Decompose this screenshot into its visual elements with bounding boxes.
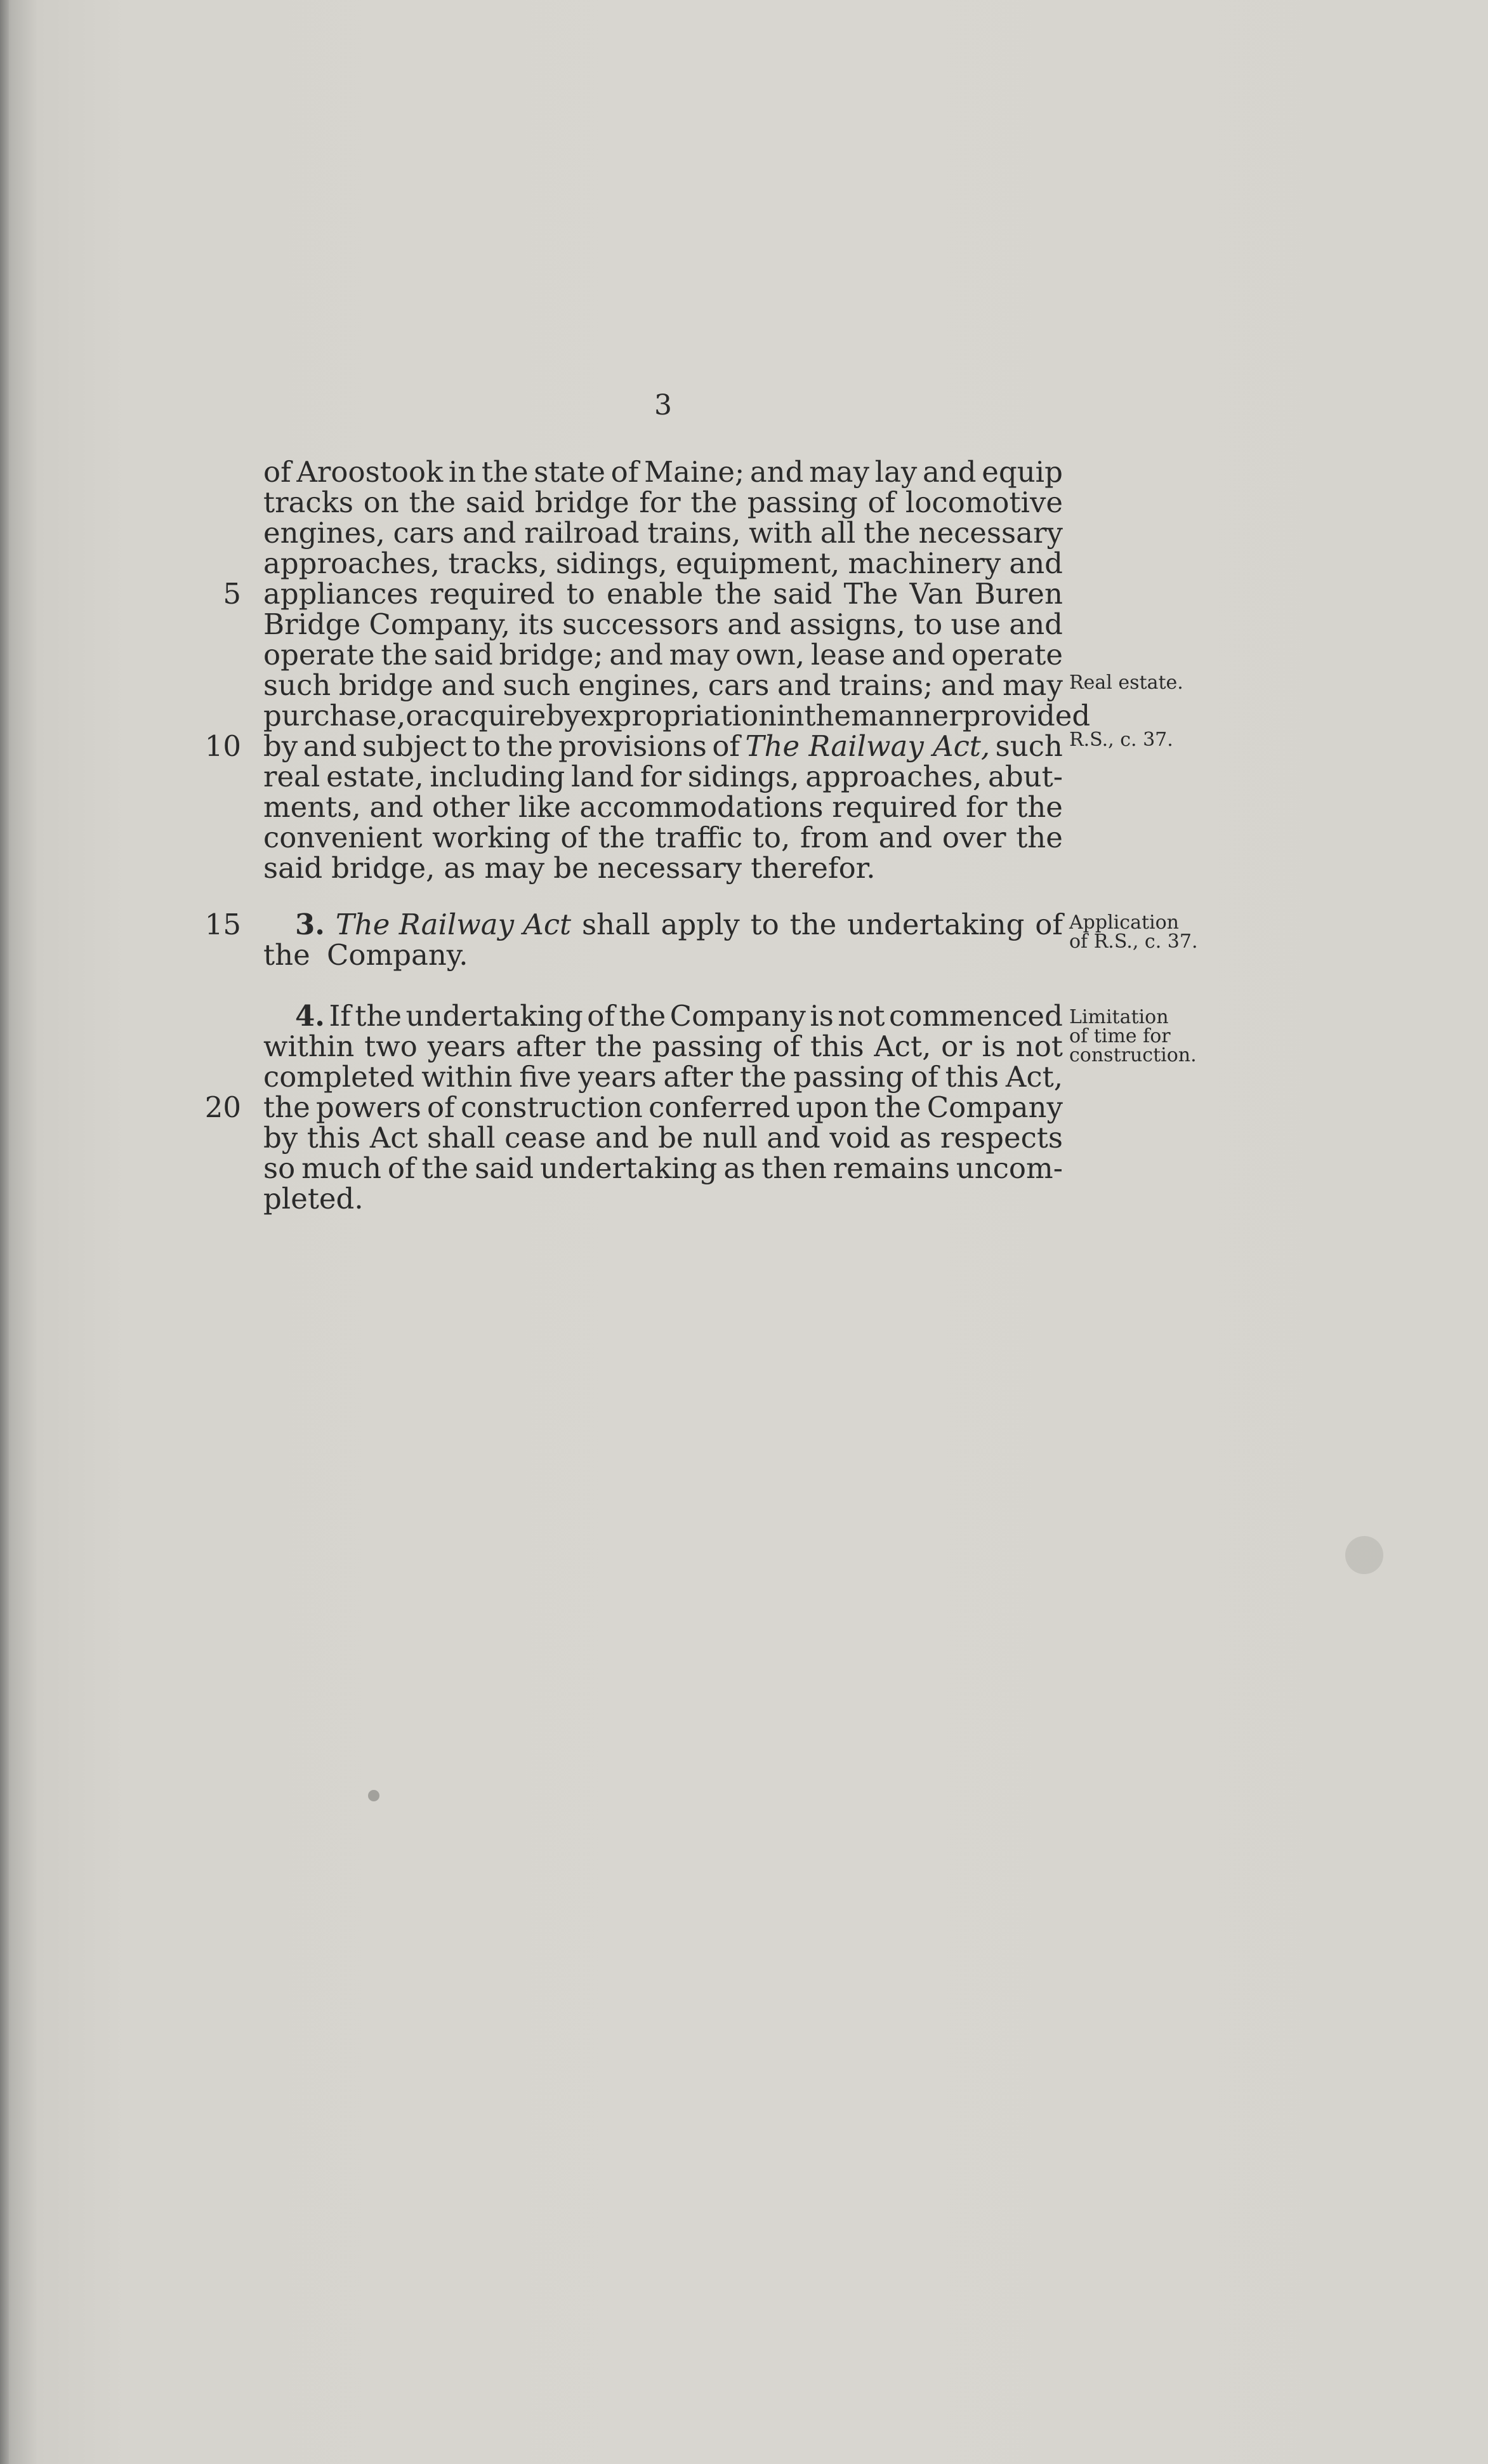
word: The Railway Act bbox=[335, 908, 572, 941]
word: therefor. bbox=[751, 851, 876, 885]
section-3-line-2 bbox=[263, 940, 1063, 970]
word: the bbox=[619, 999, 666, 1033]
word: operate bbox=[951, 638, 1063, 672]
word: real bbox=[263, 760, 320, 793]
word: traffic bbox=[655, 821, 743, 854]
text-line bbox=[263, 487, 1063, 518]
word: and bbox=[1009, 607, 1063, 641]
word: much bbox=[301, 1151, 381, 1185]
word: subject bbox=[362, 729, 467, 763]
word: for bbox=[639, 486, 681, 519]
text-line bbox=[295, 1001, 1063, 1031]
word: is bbox=[982, 1030, 1006, 1063]
word: the bbox=[595, 1030, 642, 1063]
word: in bbox=[777, 699, 805, 732]
word: including bbox=[430, 760, 565, 793]
word: accommodations bbox=[579, 790, 824, 824]
word: construction bbox=[461, 1090, 643, 1124]
word: the bbox=[506, 729, 553, 763]
word: cars bbox=[708, 668, 770, 702]
word: within bbox=[421, 1060, 513, 1094]
word: not bbox=[1015, 1030, 1063, 1063]
word: tracks bbox=[263, 486, 353, 519]
word: may bbox=[484, 851, 545, 885]
word: If bbox=[329, 999, 351, 1033]
word: of bbox=[427, 1090, 455, 1124]
word: this bbox=[945, 1060, 999, 1094]
text-line bbox=[263, 640, 1063, 670]
text-line bbox=[263, 548, 1063, 579]
word: tracks, bbox=[448, 546, 548, 580]
word: like bbox=[518, 790, 571, 824]
word: provisions bbox=[558, 729, 707, 763]
word: and bbox=[878, 821, 933, 854]
word: expropriation bbox=[580, 699, 777, 732]
word: two bbox=[364, 1030, 418, 1063]
word: locomotive bbox=[905, 486, 1063, 519]
word: void bbox=[829, 1121, 891, 1155]
word: to bbox=[750, 908, 779, 941]
word: Act, bbox=[1005, 1060, 1063, 1094]
word: undertaking bbox=[847, 908, 1025, 941]
word: as bbox=[444, 851, 476, 885]
word: powers bbox=[316, 1090, 421, 1124]
word: such bbox=[503, 668, 570, 702]
word: uncom- bbox=[956, 1151, 1063, 1185]
word: be bbox=[553, 851, 589, 885]
line-number: 20 bbox=[204, 1090, 241, 1124]
word: and bbox=[462, 516, 517, 550]
word: of bbox=[587, 999, 616, 1033]
word: appliances bbox=[263, 577, 418, 611]
word: The bbox=[843, 577, 899, 611]
word: The Railway Act, bbox=[745, 729, 991, 763]
word: approaches, bbox=[263, 546, 440, 580]
paper-blemish bbox=[1345, 1536, 1383, 1574]
word: of bbox=[387, 1151, 416, 1185]
text-line bbox=[263, 1184, 1063, 1214]
word: on bbox=[363, 486, 399, 519]
margin-note-real-estate: Real estate. bbox=[1069, 672, 1183, 694]
word: upon bbox=[796, 1090, 869, 1124]
text-line bbox=[263, 1153, 1063, 1184]
word: necessary bbox=[918, 516, 1063, 550]
word: required bbox=[832, 790, 958, 824]
word: and bbox=[303, 729, 357, 763]
text-line bbox=[263, 457, 1063, 487]
word: cars bbox=[393, 516, 455, 550]
word: by bbox=[263, 729, 298, 763]
word: the bbox=[864, 516, 911, 550]
margin-note-application-1: Application bbox=[1069, 911, 1179, 934]
word: as bbox=[723, 1151, 756, 1185]
word: years bbox=[578, 1060, 657, 1094]
word: and bbox=[727, 607, 781, 641]
word: to bbox=[566, 577, 595, 611]
text-line bbox=[263, 1062, 1063, 1092]
word: of bbox=[772, 1030, 801, 1063]
word: passing bbox=[747, 486, 858, 519]
word: and bbox=[749, 455, 804, 489]
text-line bbox=[263, 1092, 1063, 1123]
word: such bbox=[263, 668, 331, 702]
word: abut- bbox=[988, 760, 1063, 793]
word: assigns, bbox=[789, 607, 905, 641]
text-line bbox=[263, 579, 1063, 609]
word: of bbox=[911, 1060, 938, 1094]
word: of bbox=[560, 821, 589, 854]
word: for bbox=[640, 760, 681, 793]
word: this bbox=[306, 1121, 361, 1155]
word: from bbox=[800, 821, 869, 854]
word: purchase, bbox=[263, 699, 406, 732]
margin-note-limitation-2: of time for bbox=[1069, 1025, 1171, 1047]
word: may bbox=[669, 638, 730, 672]
section-3-line-1 bbox=[295, 910, 1063, 940]
word: may bbox=[809, 455, 870, 489]
word: the bbox=[1016, 790, 1063, 824]
word: said bbox=[465, 486, 525, 519]
word: null bbox=[702, 1121, 758, 1155]
word: Act bbox=[369, 1121, 418, 1155]
word: this bbox=[810, 1030, 864, 1063]
word: convenient bbox=[263, 821, 423, 854]
word: of bbox=[610, 455, 639, 489]
word: lease bbox=[810, 638, 886, 672]
word: said bbox=[263, 851, 323, 885]
word: completed bbox=[263, 1060, 415, 1094]
word: the bbox=[355, 999, 402, 1033]
word: may bbox=[1002, 668, 1063, 702]
word: own, bbox=[735, 638, 805, 672]
word: Company bbox=[926, 1090, 1063, 1124]
word: shall bbox=[581, 908, 650, 941]
word: and bbox=[609, 638, 663, 672]
line-number: 15 bbox=[204, 908, 241, 941]
word: and bbox=[595, 1121, 649, 1155]
word: the bbox=[804, 699, 852, 732]
word: then bbox=[761, 1151, 827, 1185]
word: and bbox=[441, 668, 495, 702]
word: not bbox=[838, 999, 885, 1033]
word: conferred bbox=[649, 1090, 791, 1124]
word: and bbox=[892, 638, 945, 672]
word: undertaking bbox=[540, 1151, 718, 1185]
text-line bbox=[263, 792, 1063, 823]
word: the bbox=[1016, 821, 1063, 854]
margin-note-limitation-3: construction. bbox=[1069, 1044, 1197, 1066]
word: and bbox=[767, 1121, 820, 1155]
word: Buren bbox=[974, 577, 1063, 611]
word: Bridge bbox=[263, 607, 361, 641]
word: the bbox=[481, 455, 529, 489]
word: Maine; bbox=[644, 455, 745, 489]
word: sidings, bbox=[687, 760, 800, 793]
text-line bbox=[263, 609, 1063, 640]
word: so bbox=[263, 1151, 296, 1185]
word: the bbox=[789, 908, 837, 941]
word: remains bbox=[833, 1151, 950, 1185]
word: railroad bbox=[524, 516, 640, 550]
word: the bbox=[874, 1090, 921, 1124]
word: the bbox=[409, 486, 456, 519]
word: engines, bbox=[263, 516, 385, 550]
word: five bbox=[519, 1060, 572, 1094]
word: after bbox=[663, 1060, 734, 1094]
word: by bbox=[263, 1121, 298, 1155]
word: Aroostook bbox=[296, 455, 444, 489]
word: necessary bbox=[597, 851, 742, 885]
word: approaches, bbox=[805, 760, 982, 793]
word: to bbox=[472, 729, 501, 763]
text-line bbox=[263, 762, 1063, 792]
word: lay bbox=[874, 455, 918, 489]
word: trains; bbox=[839, 668, 933, 702]
line-number: 10 bbox=[204, 729, 241, 763]
word: such bbox=[995, 729, 1063, 763]
word: or bbox=[405, 699, 437, 732]
word: all bbox=[820, 516, 856, 550]
word: use bbox=[951, 607, 1001, 641]
section-number: 4. bbox=[295, 999, 325, 1033]
word: other bbox=[431, 790, 510, 824]
word: said bbox=[773, 577, 833, 611]
word: commenced bbox=[888, 999, 1063, 1033]
paper-blemish bbox=[368, 1790, 379, 1801]
word: or bbox=[941, 1030, 972, 1063]
word: respects bbox=[940, 1121, 1063, 1155]
word: equip bbox=[982, 455, 1063, 489]
word: operate bbox=[263, 638, 375, 672]
word: the bbox=[381, 638, 428, 672]
text-line bbox=[263, 1123, 1063, 1153]
word: in bbox=[448, 455, 477, 489]
word: required bbox=[430, 577, 555, 611]
word: the bbox=[421, 1151, 469, 1185]
word: Company bbox=[669, 999, 806, 1033]
word: estate, bbox=[326, 760, 424, 793]
word: with bbox=[749, 516, 813, 550]
word: and bbox=[1009, 546, 1063, 580]
section-3-text: the Company. bbox=[263, 938, 468, 972]
word: after bbox=[515, 1030, 586, 1063]
word: of bbox=[1035, 908, 1063, 941]
word: of bbox=[263, 455, 291, 489]
word: acquire bbox=[436, 699, 546, 732]
text-line bbox=[263, 853, 1063, 884]
word: bridge; bbox=[499, 638, 603, 672]
text-line bbox=[263, 518, 1063, 548]
text-line bbox=[263, 1031, 1063, 1062]
word: provided bbox=[962, 699, 1091, 732]
section-number: 3. bbox=[295, 908, 325, 941]
word: bridge bbox=[534, 486, 629, 519]
text-line bbox=[263, 823, 1063, 853]
page-number: 3 bbox=[654, 389, 672, 421]
word: is bbox=[810, 999, 834, 1033]
word: successors bbox=[562, 607, 720, 641]
word: the bbox=[598, 821, 645, 854]
word: Van bbox=[909, 577, 963, 611]
word: ments, bbox=[263, 790, 361, 824]
line-number: 5 bbox=[223, 577, 241, 611]
word: trains, bbox=[647, 516, 741, 550]
word: cease bbox=[504, 1121, 586, 1155]
word: of bbox=[712, 729, 741, 763]
word: and bbox=[922, 455, 977, 489]
word: bridge, bbox=[331, 851, 435, 885]
word: state bbox=[534, 455, 606, 489]
word: said bbox=[433, 638, 493, 672]
word: passing bbox=[652, 1030, 763, 1063]
word: the bbox=[714, 577, 762, 611]
word: said bbox=[475, 1151, 534, 1185]
word: by bbox=[546, 699, 581, 732]
margin-note-limitation-1: Limitation bbox=[1069, 1006, 1169, 1028]
word: engines, bbox=[578, 668, 701, 702]
word: the bbox=[739, 1060, 787, 1094]
word: the bbox=[263, 1090, 310, 1124]
word: to bbox=[913, 607, 943, 641]
page-edge-shadow bbox=[0, 0, 9, 2464]
word: manner bbox=[851, 699, 963, 732]
word: bridge bbox=[338, 668, 433, 702]
word: and bbox=[777, 668, 831, 702]
word: be bbox=[658, 1121, 694, 1155]
word: of bbox=[867, 486, 896, 519]
word: over bbox=[942, 821, 1006, 854]
word: the bbox=[690, 486, 738, 519]
word: and bbox=[940, 668, 995, 702]
word: shall bbox=[427, 1121, 496, 1155]
word: passing bbox=[793, 1060, 904, 1094]
word: undertaking bbox=[405, 999, 583, 1033]
word: Act, bbox=[874, 1030, 932, 1063]
word: apply bbox=[661, 908, 740, 941]
word: machinery bbox=[848, 546, 1001, 580]
word: working bbox=[432, 821, 551, 854]
word: land bbox=[571, 760, 635, 793]
margin-note-rs-c37: R.S., c. 37. bbox=[1069, 729, 1173, 751]
word: its bbox=[518, 607, 554, 641]
word: and bbox=[369, 790, 424, 824]
word: within bbox=[263, 1030, 355, 1063]
word: equipment, bbox=[675, 546, 840, 580]
margin-note-application-2: of R.S., c. 37. bbox=[1069, 931, 1198, 953]
word: sidings, bbox=[555, 546, 668, 580]
word: pleted. bbox=[263, 1182, 364, 1215]
word: to, bbox=[752, 821, 791, 854]
text-line bbox=[263, 670, 1063, 701]
word: for bbox=[966, 790, 1008, 824]
word: as bbox=[899, 1121, 932, 1155]
text-line bbox=[263, 731, 1063, 762]
text-line bbox=[263, 699, 1091, 732]
word: Company, bbox=[369, 607, 511, 641]
word: enable bbox=[606, 577, 704, 611]
word: years bbox=[427, 1030, 506, 1063]
